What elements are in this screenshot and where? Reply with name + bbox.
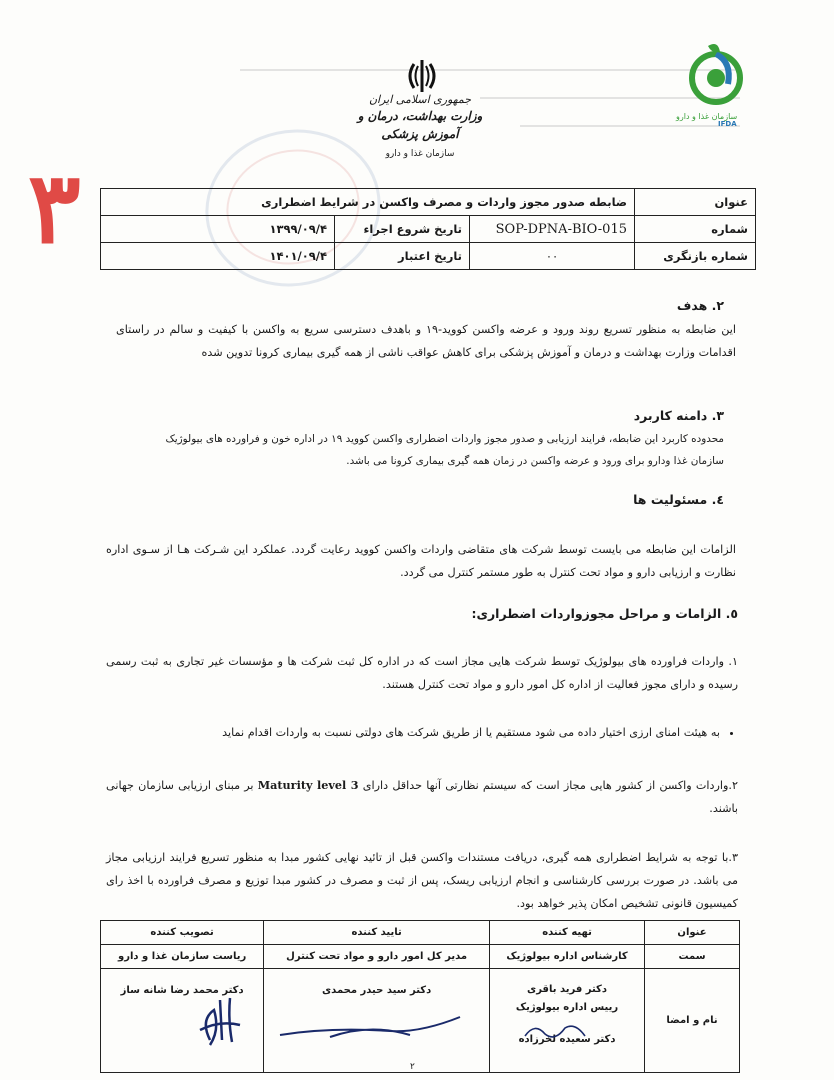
ministry-line2: وزارت بهداشت، درمان و آموزش پزشکی	[357, 109, 483, 141]
signature-verified-icon	[270, 1005, 470, 1045]
section-4-text: الزامات این ضابطه می بایست توسط شرکت های متقاضی واردات واکسن کووید رعایت گردد. عملکرد این شـرکت هـا از سـوی اداره نظارت و ارزیابی دارو و مواد تحت کنترل به طور مستمر کنترل می گردد.	[106, 543, 736, 579]
title-label: عنوان	[635, 189, 756, 216]
requirement-item-2	[106, 774, 738, 820]
role-approved: ریاست سازمان غذا و دارو	[101, 945, 264, 969]
start-date-label: تاریخ شروع اجراء	[335, 216, 470, 243]
validity-value: ۱۴۰۱/۰۹/۴	[101, 243, 335, 270]
name-sign-label: نام و امضا	[645, 969, 740, 1073]
ifda-logo-icon	[682, 42, 750, 110]
ministry-header	[345, 92, 495, 159]
section-3-text: محدوده کاربرد این ضابطه، فرایند ارزیابی و صدور مجوز واردات اضطراری واکسن کووید ۱۹ در اداره خون و فراورده های بیولوژیک سازمان غذا ودارو برای ورود و عرضه واکسن در زمان همه گیری بیماری کرونا می باشد.	[165, 433, 724, 467]
number-label: شماره	[635, 216, 756, 243]
requirement-item-3: ۳.با توجه به شرایط اضطراری همه گیری، دریافت مستندات واکسن قبل از تائید نهایی کشور مبدا به منظور تسریع فرایند ارزیابی مجاز می باشد. در صورت بررسی کارشناسی و انجام ارزیابی ریسک، پس از ثبت و مصرف در کشور مبدا توزیع و مصرف فراورده با اخذ رای کمیسیون قانونی تشخیص امکان پذیر خواهد بود.	[106, 851, 738, 910]
revision-label: شماره بازنگری	[635, 243, 756, 270]
requirement-item-1: ۱. واردات فراورده های بیولوژیک توسط شرکت هایی مجاز است که در اداره کل ثبت شرکت ها و مؤسسات غیر تجاری به ثبت رسمی رسیده و دارای مجوز فعالیت از اداره کل امور دارو و مواد تحت کنترل هستند.	[106, 655, 738, 691]
revision-value: ۰۰	[470, 243, 635, 270]
page-number: ۲	[410, 1062, 415, 1072]
section-5-title: ٥. الزامات و مراحل مجوزواردات اضطراری:	[471, 606, 738, 621]
role-verified: مدیر کل امور دارو و مواد تحت کنترل	[264, 945, 490, 969]
requirement-item-2-pre: ۲.واردات واکسن از کشور هایی مجاز است که سیستم نظارتی آنها حداقل دارای	[358, 779, 738, 792]
ifda-logo-text: سازمان غذا و دارو	[676, 112, 738, 121]
section-3-title: ۳. دامنه کاربرد	[633, 408, 724, 423]
ifda-logo-abbr: IFDA	[718, 120, 737, 128]
signature-approved-icon	[180, 990, 260, 1050]
ministry-line3: سازمان غذا و دارو	[385, 149, 455, 159]
ministry-line1: جمهوری اسلامی ایران	[368, 93, 472, 106]
name-prepared-3: دکتر سعیده لخرزاده	[518, 1034, 616, 1045]
validity-label: تاریخ اعتبار	[335, 243, 470, 270]
name-prepared-2: رییس اداره بیولوژیک	[515, 1002, 619, 1013]
document-header-table	[100, 188, 756, 270]
requirement-bullet-list	[128, 722, 738, 744]
name-prepared-1: دکتر فرید باقری	[527, 984, 607, 995]
section-4-title: ٤. مسئولیت ها	[633, 492, 724, 507]
name-approved: دکتر محمد رضا شانه ساز	[101, 969, 264, 1073]
col-verified-header: تایید کننده	[264, 921, 490, 945]
iran-emblem-icon	[402, 58, 442, 94]
requirement-bullet-1: • به هیئت امنای ارزی اختیار داده می شود مستقیم یا از طریق شرکت های دولتی نسبت به واردات اقدام نماید	[128, 722, 720, 744]
start-date-value: ۱۳۹۹/۰۹/۴	[101, 216, 335, 243]
name-verified: دکتر سید حیدر محمدی	[264, 969, 490, 1073]
number-value: SOP-DPNA-BIO-015	[470, 216, 635, 243]
role-prepared: کارشناس اداره بیولوژیک	[490, 945, 645, 969]
corner-number: ۳	[28, 151, 81, 266]
requirement-item-2-post: بر مبنای ارزیابی سازمان جهانی باشند.	[106, 779, 738, 815]
title-value: ضابطه صدور مجوز واردات و مصرف واکسن در شرایط اضطراری	[101, 189, 635, 216]
signature-prepared-icon	[520, 1018, 590, 1044]
role-label: سمت	[645, 945, 740, 969]
col-approved-header: تصویب کننده	[101, 921, 264, 945]
col-prepared-header: تهیه کننده	[490, 921, 645, 945]
maturity-level-text: Maturity level 3	[257, 778, 359, 792]
section-2-text: این ضابطه به منظور تسریع روند ورود و عرضه واکسن کووید-۱۹ و باهدف دسترسی سریع به واکسن با کیفیت و سالم در راستای اقدامات وزارت بهداشت و درمان و آموزش پزشکی برای کاهش عواقب ناشی از همه گیری بیماری کرونا تدوین شده	[116, 323, 736, 359]
section-2-title: ۲. هدف	[676, 298, 724, 313]
sign-header-label: عنوان	[645, 921, 740, 945]
